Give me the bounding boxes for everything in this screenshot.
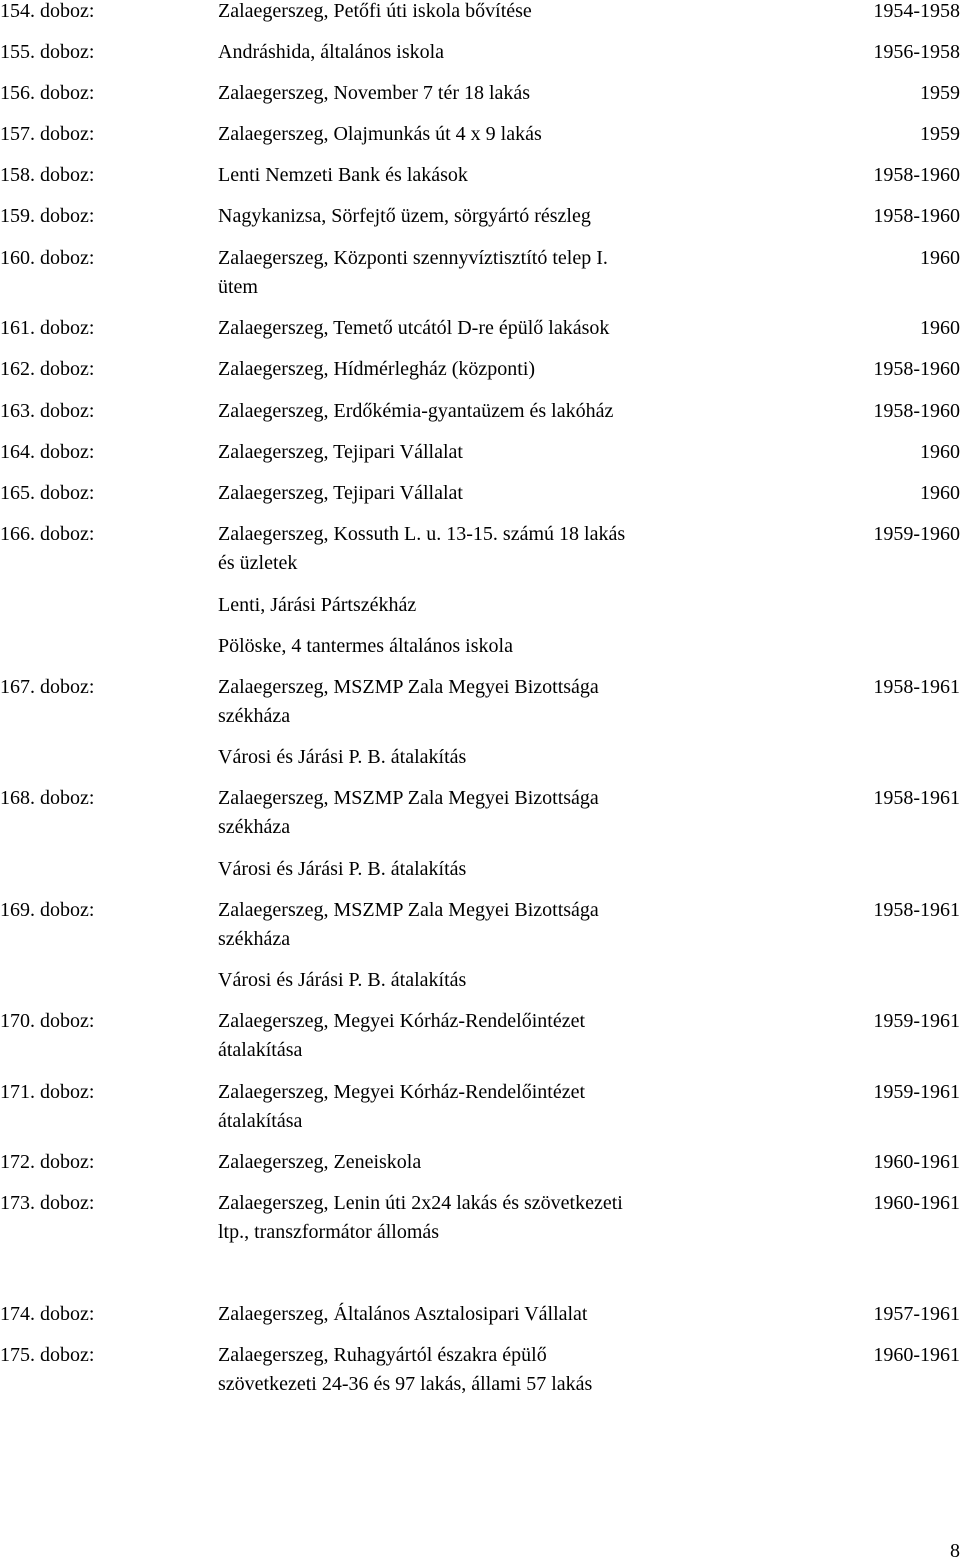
box-years: 1959-1960	[873, 523, 960, 545]
box-description: Zalaegerszeg, Zeneiskola	[218, 1151, 422, 1173]
box-number: 174. doboz:	[0, 1303, 95, 1325]
box-number: 162. doboz:	[0, 358, 95, 380]
box-number: 161. doboz:	[0, 317, 95, 339]
box-number: 155. doboz:	[0, 41, 95, 63]
box-number: 157. doboz:	[0, 123, 95, 145]
box-number: 164. doboz:	[0, 441, 95, 463]
box-years: 1958-1961	[873, 899, 960, 921]
box-description: székháza	[218, 816, 291, 838]
box-years: 1960	[920, 482, 960, 504]
box-number: 168. doboz:	[0, 787, 95, 809]
box-number: 171. doboz:	[0, 1081, 95, 1103]
box-description: Városi és Járási P. B. átalakítás	[218, 746, 467, 768]
box-description: Zalaegerszeg, Erdőkémia-gyantaüzem és lakóház	[218, 400, 614, 422]
box-number: 166. doboz:	[0, 523, 95, 545]
box-description: Városi és Járási P. B. átalakítás	[218, 969, 467, 991]
box-number: 173. doboz:	[0, 1192, 95, 1214]
box-description: Pölöske, 4 tantermes általános iskola	[218, 635, 513, 657]
box-years: 1960-1961	[873, 1151, 960, 1173]
page-number: 8	[950, 1540, 960, 1562]
box-years: 1958-1961	[873, 787, 960, 809]
box-years: 1958-1960	[873, 205, 960, 227]
box-description: átalakítása	[218, 1110, 303, 1132]
box-description: Andráshida, általános iskola	[218, 41, 445, 63]
box-years: 1960	[920, 247, 960, 269]
box-description: Zalaegerszeg, Olajmunkás út 4 x 9 lakás	[218, 123, 542, 145]
box-years: 1960-1961	[873, 1344, 960, 1366]
box-description: Zalaegerszeg, Központi szennyvíztisztító telep I.	[218, 247, 608, 269]
box-description: Lenti, Járási Pártszékház	[218, 594, 417, 616]
box-description: Zalaegerszeg, Temető utcától D-re épülő lakások	[218, 317, 610, 339]
box-years: 1958-1960	[873, 358, 960, 380]
box-number: 154. doboz:	[0, 0, 95, 22]
box-years: 1958-1961	[873, 676, 960, 698]
box-number: 167. doboz:	[0, 676, 95, 698]
box-number: 170. doboz:	[0, 1010, 95, 1032]
box-description: ltp., transzformátor állomás	[218, 1221, 440, 1243]
box-years: 1959-1961	[873, 1081, 960, 1103]
box-years: 1954-1958	[873, 0, 960, 22]
box-years: 1959	[920, 123, 960, 145]
box-description: Zalaegerszeg, Petőfi úti iskola bővítése	[218, 0, 532, 22]
box-years: 1956-1958	[873, 41, 960, 63]
box-years: 1960	[920, 317, 960, 339]
box-number: 156. doboz:	[0, 82, 95, 104]
box-description: Zalaegerszeg, Hídmérlegház (központi)	[218, 358, 536, 380]
box-description: átalakítása	[218, 1039, 303, 1061]
box-description: Zalaegerszeg, Lenin úti 2x24 lakás és szövetkezeti	[218, 1192, 623, 1214]
box-description: Zalaegerszeg, Tejipari Vállalat	[218, 441, 463, 463]
box-years: 1960	[920, 441, 960, 463]
box-description: Városi és Járási P. B. átalakítás	[218, 858, 467, 880]
box-description: székháza	[218, 705, 291, 727]
box-years: 1960-1961	[873, 1192, 960, 1214]
box-description: Zalaegerszeg, Megyei Kórház-Rendelőintézet	[218, 1010, 586, 1032]
box-years: 1959	[920, 82, 960, 104]
box-years: 1957-1961	[873, 1303, 960, 1325]
box-description: Nagykanizsa, Sörfejtő üzem, sörgyártó részleg	[218, 205, 591, 227]
box-description: Zalaegerszeg, Tejipari Vállalat	[218, 482, 463, 504]
box-number: 165. doboz:	[0, 482, 95, 504]
box-description: Zalaegerszeg, Kossuth L. u. 13-15. számú 18 lakás	[218, 523, 626, 545]
box-description: és üzletek	[218, 552, 298, 574]
box-description: Lenti Nemzeti Bank és lakások	[218, 164, 468, 186]
box-description: Zalaegerszeg, Ruhagyártól északra épülő	[218, 1344, 547, 1366]
box-years: 1958-1960	[873, 400, 960, 422]
box-description: Zalaegerszeg, Megyei Kórház-Rendelőintézet	[218, 1081, 586, 1103]
box-description: ütem	[218, 276, 258, 298]
box-number: 163. doboz:	[0, 400, 95, 422]
box-number: 159. doboz:	[0, 205, 95, 227]
box-description: Zalaegerszeg, MSZMP Zala Megyei Bizottsága	[218, 787, 599, 809]
box-number: 172. doboz:	[0, 1151, 95, 1173]
box-description: székháza	[218, 928, 291, 950]
box-years: 1958-1960	[873, 164, 960, 186]
box-number: 169. doboz:	[0, 899, 95, 921]
box-description: Zalaegerszeg, November 7 tér 18 lakás	[218, 82, 531, 104]
box-description: Zalaegerszeg, MSZMP Zala Megyei Bizottsága	[218, 676, 599, 698]
box-number: 158. doboz:	[0, 164, 95, 186]
box-description: Zalaegerszeg, MSZMP Zala Megyei Bizottsága	[218, 899, 599, 921]
box-years: 1959-1961	[873, 1010, 960, 1032]
box-number: 175. doboz:	[0, 1344, 95, 1366]
box-number: 160. doboz:	[0, 247, 95, 269]
box-description: Zalaegerszeg, Általános Asztalosipari Vállalat	[218, 1303, 588, 1325]
box-description: szövetkezeti 24-36 és 97 lakás, állami 57 lakás	[218, 1373, 593, 1395]
